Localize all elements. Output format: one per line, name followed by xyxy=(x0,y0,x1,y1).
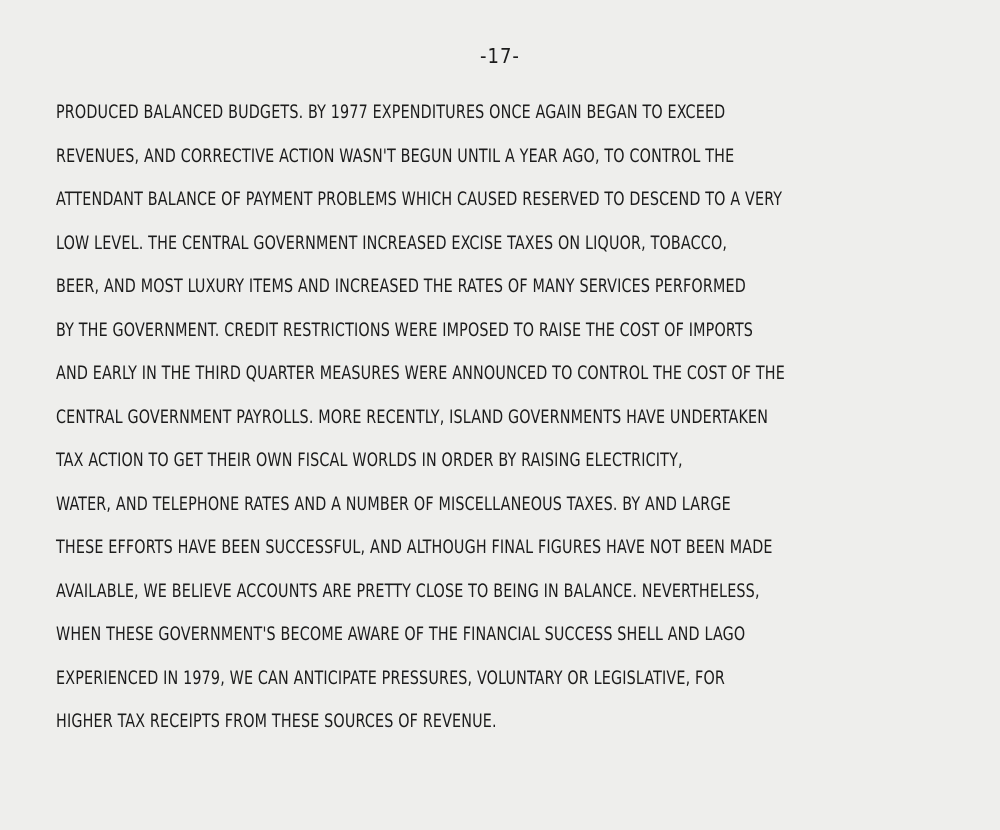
page-number: -17- xyxy=(480,44,520,68)
text-line: THESE EFFORTS HAVE BEEN SUCCESSFUL, AND ALTHOUGH FINAL FIGURES HAVE NOT BEEN MADE xyxy=(56,537,773,558)
text-line: BY THE GOVERNMENT. CREDIT RESTRICTIONS WERE IMPOSED TO RAISE THE COST OF IMPORTS xyxy=(56,319,754,341)
text-line: LOW LEVEL. THE CENTRAL GOVERNMENT INCREASED EXCISE TAXES ON LIQUOR, TOBACCO, xyxy=(56,232,728,254)
text-line: PRODUCED BALANCED BUDGETS. BY 1977 EXPENDITURES ONCE AGAIN BEGAN TO EXCEED xyxy=(56,102,726,123)
text-line: BEER, AND MOST LUXURY ITEMS AND INCREASED THE RATES OF MANY SERVICES PERFORMED xyxy=(56,276,746,297)
text-line: HIGHER TAX RECEIPTS FROM THESE SOURCES OF REVENUE. xyxy=(56,711,497,732)
text-line: REVENUES, AND CORRECTIVE ACTION WASN'T BEGUN UNTIL A YEAR AGO, TO CONTROL THE xyxy=(56,145,735,167)
text-line: ATTENDANT BALANCE OF PAYMENT PROBLEMS WHICH CAUSED RESERVED TO DESCEND TO A VERY xyxy=(56,189,783,210)
text-line: EXPERIENCED IN 1979, WE CAN ANTICIPATE PRESSURES, VOLUNTARY OR LEGISLATIVE, FOR xyxy=(56,667,725,689)
text-line: AND EARLY IN THE THIRD QUARTER MEASURES WERE ANNOUNCED TO CONTROL THE COST OF THE xyxy=(56,363,785,384)
text-line: WATER, AND TELEPHONE RATES AND A NUMBER OF MISCELLANEOUS TAXES. BY AND LARGE xyxy=(56,493,731,515)
body-paragraph xyxy=(56,95,986,748)
text-line: TAX ACTION TO GET THEIR OWN FISCAL WORLDS IN ORDER BY RAISING ELECTRICITY, xyxy=(56,450,683,471)
text-line: CENTRAL GOVERNMENT PAYROLLS. MORE RECENTLY, ISLAND GOVERNMENTS HAVE UNDERTAKEN xyxy=(56,406,769,428)
text-line: WHEN THESE GOVERNMENT'S BECOME AWARE OF THE FINANCIAL SUCCESS SHELL AND LAGO xyxy=(56,624,746,645)
text-line: AVAILABLE, WE BELIEVE ACCOUNTS ARE PRETTY CLOSE TO BEING IN BALANCE. NEVERTHELESS, xyxy=(56,580,760,602)
